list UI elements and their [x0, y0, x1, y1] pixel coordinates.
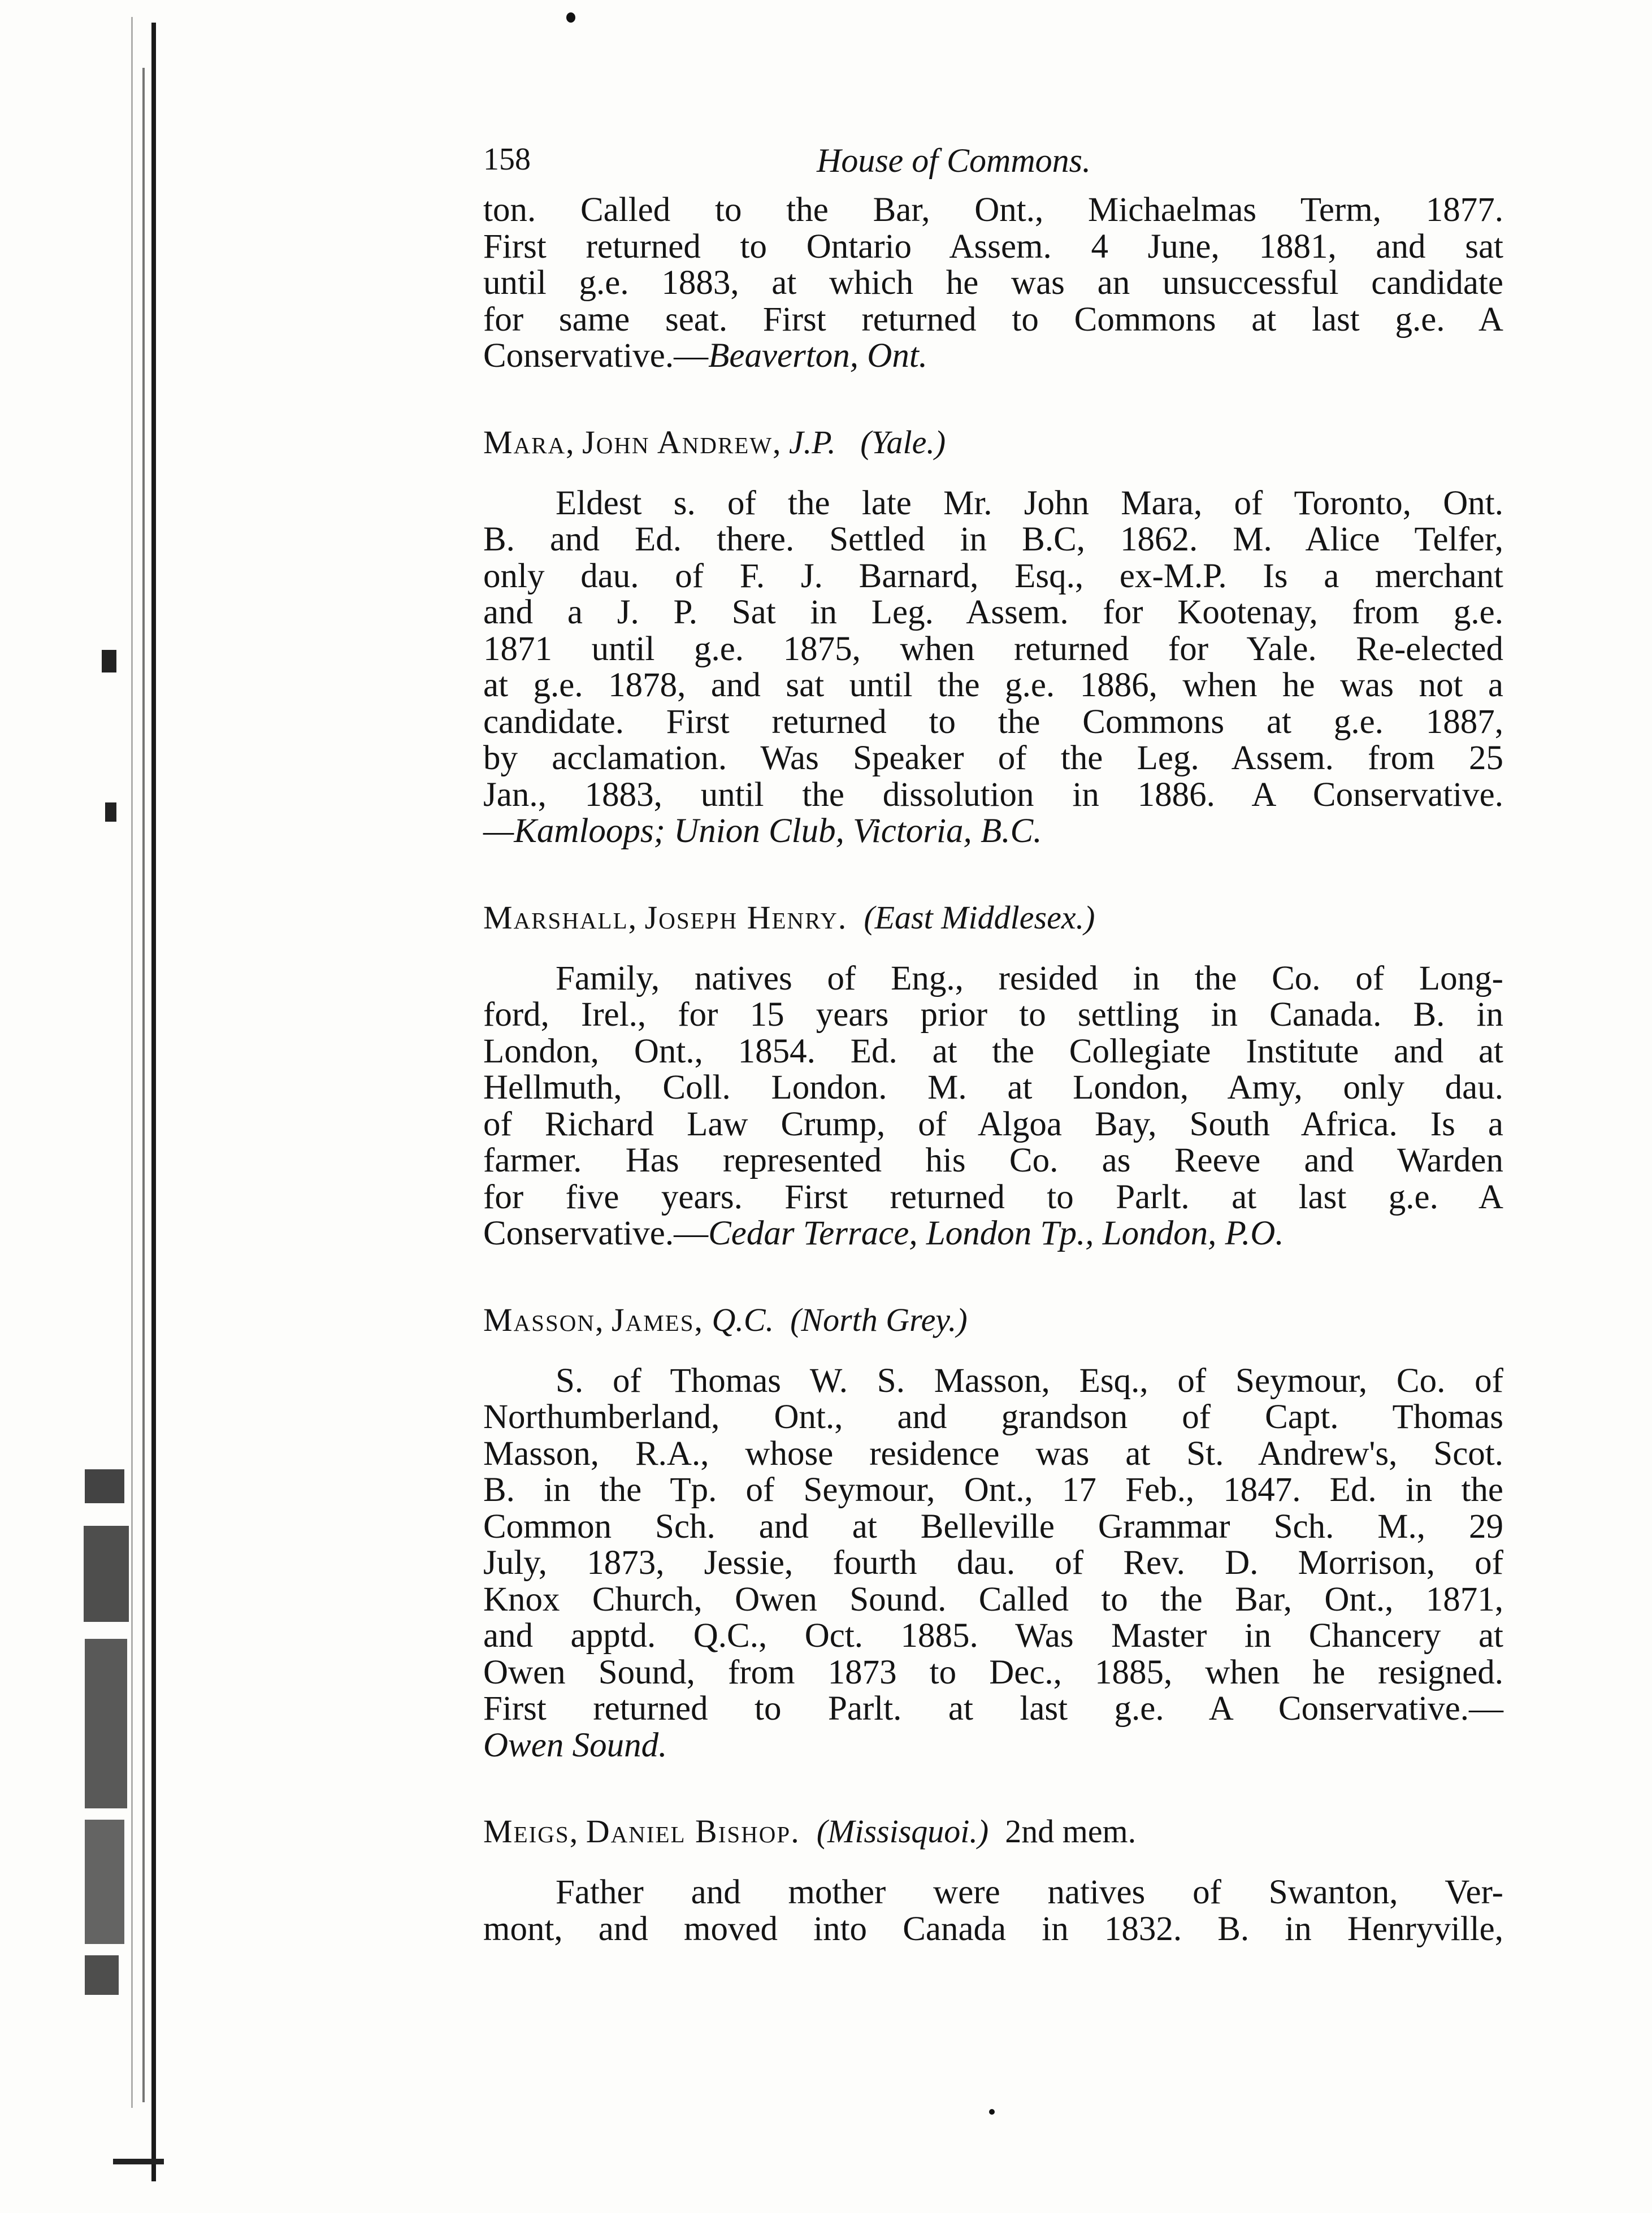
surname: Meigs: [483, 1813, 570, 1850]
surname: Mara: [483, 423, 566, 461]
text-line: Owen Sound, from 1873 to Dec., 1885, when he resigned.: [483, 1653, 1503, 1691]
riding: (Yale.): [860, 423, 946, 461]
text-line: Family, natives of Eng., resided in the Co. of Long-: [556, 959, 1503, 997]
text-line: First returned to Ontario Assem. 4 June, 1881, and sat: [483, 227, 1503, 266]
entry-paragraph: [483, 485, 1503, 850]
text-line: mont, and moved into Canada in 1832. B. in Henryville,: [483, 1910, 1503, 1948]
riding: (Missisquoi.): [816, 1813, 989, 1850]
surname: Masson: [483, 1301, 596, 1338]
text-line: farmer. Has represented his Co. as Reeve and Warden: [483, 1142, 1503, 1179]
text-line: [483, 338, 1503, 375]
text-line: London, Ont., 1854. Ed. at the Collegiate Institute and at: [483, 1032, 1503, 1070]
text-line: Father and mother were natives of Swanton, Ver-: [556, 1873, 1503, 1911]
text-line: for same seat. First returned to Commons at last g.e. A: [483, 300, 1503, 339]
text-line: only dau. of F. J. Barnard, Esq., ex-M.P. Is a merchant: [483, 557, 1503, 595]
given-names: John Andrew: [582, 423, 773, 461]
running-title: House of Commons.: [817, 142, 1091, 179]
text-line: Northumberland, Ont., and grandson of Capt. Thomas: [483, 1398, 1503, 1436]
text-line: Hellmuth, Coll. London. M. at London, Amy, only dau.: [483, 1069, 1503, 1106]
riding: (North Grey.): [790, 1301, 968, 1338]
entry-paragraph: [483, 1363, 1503, 1764]
member-note: 2nd mem.: [1005, 1813, 1137, 1850]
continuation-paragraph: [483, 192, 1503, 375]
text-line-part: Conservative.—: [483, 1214, 709, 1252]
entry-heading: Mara, John Andrew, J.P. (Yale.): [483, 423, 946, 461]
text-line: until g.e. 1883, at which he was an unsuccessful candidate: [483, 264, 1503, 302]
residence: Owen Sound.: [483, 1726, 667, 1764]
text-line-part: Conservative.—: [483, 337, 709, 375]
text-line: Jan., 1883, until the dissolution in 1886. A Conservative.: [483, 775, 1503, 814]
text-line: 1871 until g.e. 1875, when returned for Yale. Re-elected: [483, 630, 1503, 668]
entry-paragraph: [483, 961, 1503, 1252]
residence: —Kamloops; Union Club, Victoria, B.C.: [483, 812, 1042, 850]
text-line: and a J. P. Sat in Leg. Assem. for Kootenay, from g.e.: [483, 593, 1503, 631]
scan-speck: [989, 2109, 995, 2115]
entry-heading: Masson, James, Q.C. (North Grey.): [483, 1301, 968, 1338]
text-line: at g.e. 1878, and sat until the g.e. 1886, when he was not a: [483, 666, 1503, 704]
entry-heading: Marshall, Joseph Henry. (East Middlesex.): [483, 899, 1095, 936]
residence: Beaverton, Ont.: [708, 337, 928, 375]
text-line: B. in the Tp. of Seymour, Ont., 17 Feb., 1847. Ed. in the: [483, 1471, 1503, 1509]
page-text: [483, 141, 1503, 1947]
text-line: [483, 1216, 1503, 1252]
text-line: and apptd. Q.C., Oct. 1885. Was Master in Chancery at: [483, 1617, 1503, 1655]
text-line: by acclamation. Was Speaker of the Leg. Assem. from 25: [483, 739, 1503, 777]
text-line: ton. Called to the Bar, Ont., Michaelmas Term, 1877.: [483, 191, 1503, 229]
honorific: J.P.: [789, 423, 836, 461]
page-number: 158: [483, 142, 531, 177]
text-line: B. and Ed. there. Settled in B.C, 1862. M. Alice Telfer,: [483, 520, 1503, 558]
residence: Cedar Terrace, London Tp., London, P.O.: [708, 1214, 1284, 1252]
honorific: Q.C.: [712, 1301, 774, 1338]
text-line: for five years. First returned to Parlt. at last g.e. A: [483, 1178, 1503, 1216]
text-line: First returned to Parlt. at last g.e. A Conservative.—: [483, 1690, 1503, 1728]
text-line: Knox Church, Owen Sound. Called to the Bar, Ont., 1871,: [483, 1580, 1503, 1618]
text-line: ford, Irel., for 15 years prior to settling in Canada. B. in: [483, 996, 1503, 1034]
surname: Marshall: [483, 899, 628, 936]
text-line: July, 1873, Jessie, fourth dau. of Rev. D. Morrison, of: [483, 1544, 1503, 1582]
given-names: Joseph Henry.: [644, 899, 848, 936]
text-line: of Richard Law Crump, of Algoa Bay, South Africa. Is a: [483, 1105, 1503, 1143]
riding: (East Middlesex.): [864, 899, 1095, 936]
text-line: Eldest s. of the late Mr. John Mara, of Toronto, Ont.: [556, 484, 1503, 522]
given-names: Daniel Bishop.: [586, 1813, 800, 1850]
text-line: Masson, R.A., whose residence was at St. Andrew's, Scot.: [483, 1434, 1503, 1473]
given-names: James,: [612, 1301, 704, 1338]
running-head: [483, 141, 1503, 192]
scan-speck: [566, 12, 575, 23]
entry-heading: Meigs, Daniel Bishop. (Missisquoi.) 2nd mem.: [483, 1813, 1137, 1850]
text-line: Common Sch. and at Belleville Grammar Sch. M., 29: [483, 1507, 1503, 1546]
text-line: S. of Thomas W. S. Masson, Esq., of Seymour, Co. of: [556, 1361, 1503, 1400]
text-line: candidate. First returned to the Commons at g.e. 1887,: [483, 702, 1503, 741]
entry-paragraph: [483, 1874, 1503, 1947]
